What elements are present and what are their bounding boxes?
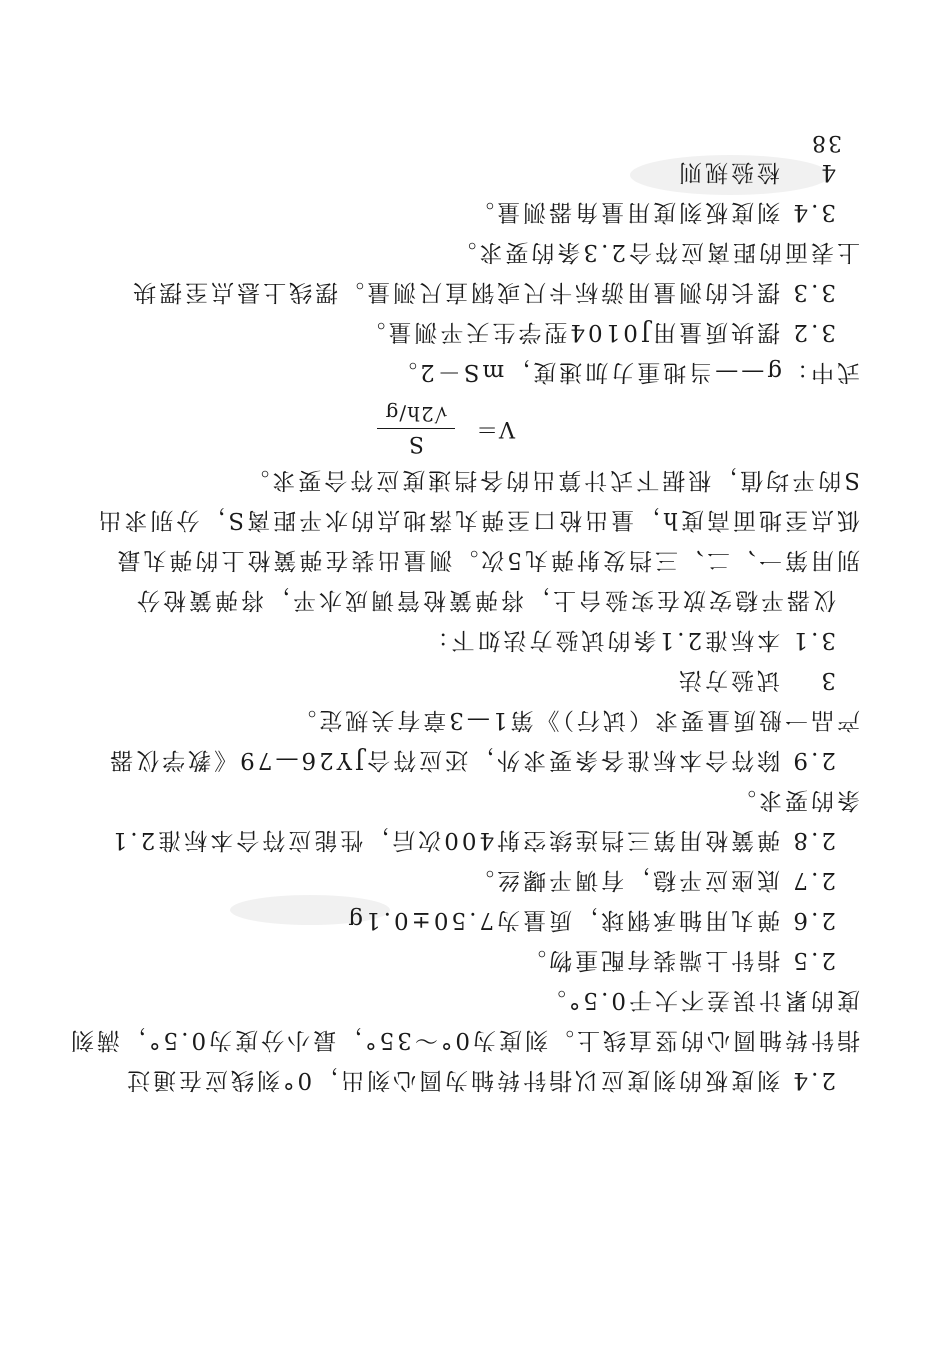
text-line: 3.3 摆长的测量用游标卡尺或钢直尺测量。摆线上悬点至摆块 [130,279,836,305]
text-line: 式中：g——当地重力加速度，mS－2。 [391,359,860,385]
text-line: 条的要求。 [730,787,860,813]
page-number: 38 [810,130,842,155]
section-heading [90,157,860,187]
formula-fraction [377,402,455,455]
text-line: 2.7 底座应平稳，有调平螺丝。 [468,867,836,893]
section-title: 试验方法 [676,667,780,693]
formula-denominator: √2h/g [384,402,448,426]
formula-lhs: V＝ [475,416,515,441]
text-line: 度的累计误差不大于0.5°。 [539,987,860,1013]
text-line: 指针转轴圆心的竖直线上。刻度为0°～35°，最小分度为0.5°，满刻 [68,1027,860,1053]
document-body [68,147,860,1095]
text-line: 2.9 除符合本标准各条要求外，还应符合JY26—79《教学仪器 [107,747,836,773]
section-number: 4 [818,159,836,185]
text-line: 2.4 刻度板的刻度应以指针转轴为圆心刻出，0°刻线应在通过 [123,1067,836,1093]
text-line: 2.5 指针上端装有配重物。 [520,947,836,973]
text-line: 产品一般质量要求（试行）》第1—3章有关规定。 [290,707,860,733]
text-line: 3.2 摆块质量用J0104型学生天平测量。 [359,319,836,345]
section-title: 检验规则 [676,159,780,185]
text-line: 上表面的距离应符合2.3条的要求。 [450,239,860,265]
text-line: 仪器平稳安放在实验台上，将弹簧枪管调成水平，将弹簧枪分 [134,587,836,613]
fraction-bar [377,428,455,429]
text-line: 2.6 弹丸用轴承钢球，质量为7.50±0.1g [345,907,836,933]
velocity-formula [90,399,860,455]
section-heading [90,665,860,695]
section-number: 3 [818,667,836,693]
text-line: 2.8 弹簧枪用第三挡连续空射400次后，性能应符合本标准2.1 [109,827,836,853]
formula-numerator: S [407,431,425,456]
text-line: S的平均值，根据下式计算出的各挡速度应符合要求。 [243,467,860,493]
text-line: 3.1 本标准2.1条的试验方法如下： [422,627,836,653]
text-line: 3.4 刻度板刻度用量角器测量。 [468,199,836,225]
text-line: 低点至地面高度h，量出枪口至弹丸落地点的水平距离S，分别求出 [95,507,860,533]
text-line: 别用第一、二、三挡发射弹丸5次。测量出装在弹簧枪上的弹丸最 [114,547,860,573]
